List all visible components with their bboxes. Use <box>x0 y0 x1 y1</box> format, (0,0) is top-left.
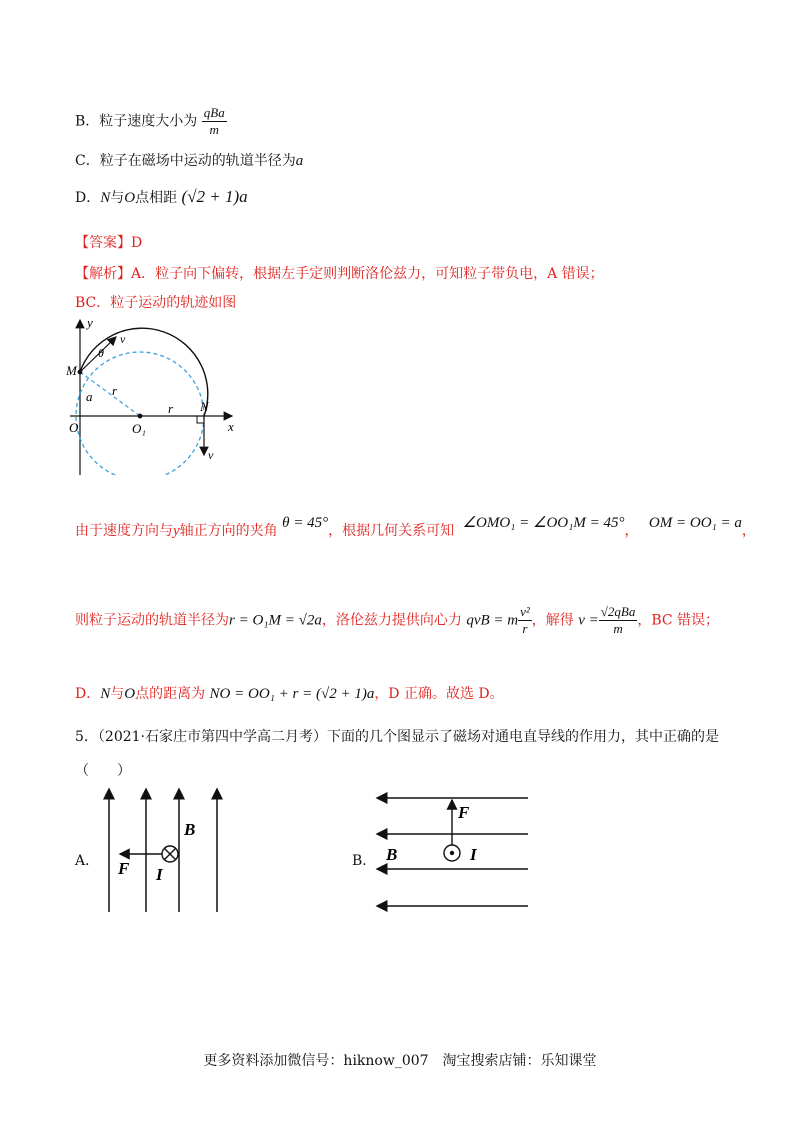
analysis-bc: BC．粒子运动的轨迹如图 <box>75 295 237 311</box>
calc2-frac2: $\frac{\text{√2qBa}}{m}$ <box>600 604 636 636</box>
option-d: D．N与O点相距 (√2 + 1)a <box>75 187 248 206</box>
calc-line-1: 由于速度方向与y轴正方向的夹角 θ = 45°，根据几何关系可知 ∠OMO₁ = ∠OO₁M = 45°， OM = OO₁ = a， <box>75 515 756 539</box>
label-v2: v <box>208 448 214 462</box>
dashed-circle <box>76 352 204 475</box>
answer: 【答案】D <box>75 235 143 251</box>
label-r1: r <box>112 383 118 398</box>
point-o1 <box>138 414 143 419</box>
calc-line-2: 则粒子运动的轨道半径为r = O₁M = √2a，洛伦兹力提供向心力 qvB = m $\frac{\text{v²}}{r}$ ，解得 v = $\frac{\text{√2qBa}}{m}$ ，BC 错误； <box>75 604 720 636</box>
analysis-a: 【解析】A．粒子向下偏转，根据左手定则判断洛伦兹力，可知粒子带负电，A 错误； <box>75 266 604 282</box>
fig-a-f: F <box>118 859 130 878</box>
label-o1: O₁ <box>132 421 146 436</box>
fig-b-label: B． <box>352 853 377 869</box>
label-m: M <box>66 363 77 378</box>
label-v1: v <box>120 332 126 346</box>
label-x: x <box>228 419 234 434</box>
label-a: a <box>86 389 93 404</box>
right-angle-mark <box>197 416 204 423</box>
option-b: B．粒子速度大小为 $\frac{\text{qBa}}{m}$ <box>75 105 225 137</box>
fig-a-b: B <box>184 820 196 839</box>
point-m <box>78 370 83 375</box>
footer: 更多资料添加微信号：hiknow_007 淘宝搜索店铺：乐知课堂 <box>203 1053 597 1069</box>
label-o: O <box>69 420 79 435</box>
figure-b <box>374 790 534 915</box>
question-5: 5．（2021·石家庄市第四中学高二月考）下面的几个图显示了磁场对通电直导线的作用力，其中正确的是 <box>75 729 719 745</box>
option-b-fraction: $\frac{\text{qBa}}{m}$ <box>203 105 225 137</box>
option-c: C．粒子在磁场中运动的轨道半径为a <box>75 153 304 169</box>
fig-a-i: I <box>156 865 163 884</box>
label-y: y <box>87 315 93 330</box>
label-n: N <box>200 399 209 414</box>
calc-line-3: D．N与O点的距离为 NO = OO₁ + r = (√2 + 1)a，D 正确。故选 D。 <box>75 686 504 702</box>
figure-a <box>100 786 230 916</box>
fig-a-label: A． <box>75 853 100 869</box>
fig-b-b: B <box>386 845 398 864</box>
fig-b-i: I <box>470 845 477 864</box>
fig-b-f: F <box>458 803 470 822</box>
trajectory-figure <box>60 315 250 475</box>
label-theta: θ <box>98 346 104 360</box>
question-5-blank: （ ） <box>75 763 131 779</box>
label-r2: r <box>168 401 174 416</box>
trajectory-arc <box>80 328 208 416</box>
calc2-frac1: $\frac{\text{v²}}{r}$ <box>520 604 530 636</box>
